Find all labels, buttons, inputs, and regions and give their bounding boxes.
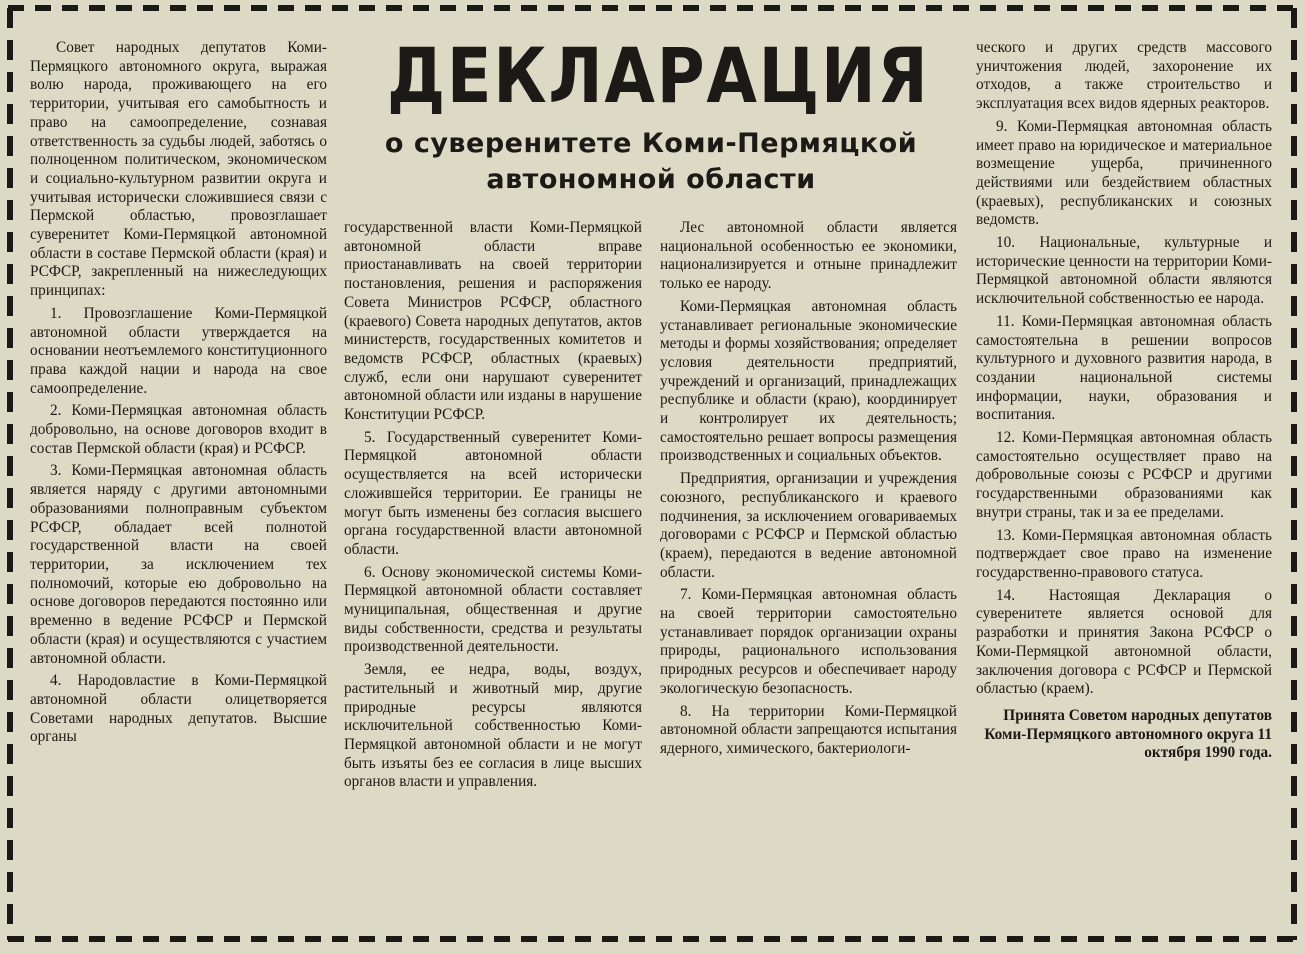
- text-column-3: [660, 219, 957, 763]
- frame-top-border: [8, 5, 1297, 11]
- text-column-4: [976, 39, 1272, 767]
- paragraph: 2. Коми-Пермяцкая автономная область добровольно, на основе договоров входит в состав Пермской области (края) и РСФСР.: [30, 402, 327, 457]
- headline-title: ДЕКЛАРАЦИЯ: [386, 31, 930, 120]
- text-column-1: [30, 39, 327, 751]
- paragraph: 4. Народовластие в Коми-Пермяцкой автономной области олицетворяется Советами народных депутатов. Высшие органы: [30, 672, 327, 746]
- paragraph: Совет народных депутатов Коми-Пермяцкого автономного округа, выражая волю народа, проживающего на его территории, учитывая его самобытность и право на самоопределение, сознавая ответственность за судьбы людей, заботясь о полноценном политическом, экономическом и социально-культурном развитии округа и учитывая исторически сложившиеся связи с Пермской областью, провозглашает суверенитет Коми-Пермяцкой автономной области в составе Пермской области (края) и РСФСР, закрепленный на нижеследующих принципах:: [30, 39, 327, 300]
- paragraph: Предприятия, организации и учреждения союзного, республиканского и краевого подчинения, за исключением оговариваемых договорами с РСФСР и Пермской областью (краем), передаются в ведение автономной области.: [660, 470, 957, 581]
- text-column-2: [344, 219, 642, 796]
- paragraph: 11. Коми-Пермяцкая автономная область самостоятельна в решении вопросов культурного и духовного развития народа, в создании национальной системы информации, науки, образования и воспитания.: [976, 312, 1272, 424]
- paragraph: Лес автономной области является национальной особенностью ее экономики, национализируется и отныне принадлежит только ее народу.: [660, 219, 957, 293]
- paragraph: 9. Коми-Пермяцкая автономная область имеет право на юридическое и материальное возмещение ущерба, причиненного действиями или бездействием областных (краевых), республиканских и союзных ведомств.: [976, 117, 1272, 229]
- paragraph: 13. Коми-Пермяцкая автономная область подтверждает свое право на изменение государственно-правового статуса.: [976, 526, 1272, 581]
- headline-subtitle-line2: автономной области: [486, 164, 816, 195]
- paragraph: Коми-Пермяцкая автономная область устанавливает региональные экономические методы и формы хозяйствования; определяет условия деятельности предприятий, учреждений и организаций, принадлежащих республике и области (краю), координирует и контролирует их деятельность; самостоятельно решает вопросы размещения производственных и социальных объектов.: [660, 297, 957, 465]
- paragraph: ческого и других средств массового уничтожения людей, захоронение их отходов, а также строительство и эксплуатация всех видов ядерных реакторов.: [976, 39, 1272, 113]
- signoff: Принята Советом народных депутатов Коми-Пермяцкого автономного округа 11 октября 1990 года.: [984, 706, 1272, 762]
- frame-bottom-border: [8, 936, 1297, 942]
- paragraph: Земля, ее недра, воды, воздух, растительный и животный мир, другие природные ресурсы являются исключительной собственностью Коми-Пермяцкой автономной области и не могут быть изъяты без ее согласия в лице высших органов власти и управления.: [344, 661, 642, 791]
- frame-right-border: [1291, 8, 1297, 940]
- paragraph: 10. Национальные, культурные и исторические ценности на территории Коми-Пермяцкой автономной области являются исключительной собственностью ее народа.: [976, 234, 1272, 308]
- paragraph: 7. Коми-Пермяцкая автономная область на своей территории самостоятельно устанавливает порядок организации охраны природы, рационального использования природных ресурсов и обеспечивает народу экологическую безопасность.: [660, 586, 957, 697]
- paragraph: 1. Провозглашение Коми-Пермяцкой автономной области утверждается на основании неотъемлемого конституционного права каждой нации и народа на свое самоопределение.: [30, 304, 327, 397]
- paragraph: государственной власти Коми-Пермяцкой автономной области вправе приостанавливать на своей территории постановления, решения и распоряжения Совета Министров РСФСР, областного (краевого) Совета народных депутатов, актов министерств, государственных комитетов и ведомств РСФСР, областных (краевых) служб, если они нарушают суверенитет автономной области или изданы в нарушение Конституции РСФСР.: [344, 219, 642, 424]
- paragraph: 5. Государственный суверенитет Коми-Пермяцкой автономной области осуществляется на всей исторически сложившейся территории. Ее границы не могут быть изменены без согласия высшего органа государственной власти автономной области.: [344, 428, 642, 558]
- paragraph: 6. Основу экономической системы Коми-Пермяцкой автономной области составляет муниципальная, общественная и другие виды собственности, средства и результаты производственной деятельности.: [344, 563, 642, 656]
- paragraph: 8. На территории Коми-Пермяцкой автономной области запрещаются испытания ядерного, химического, бактериологи-: [660, 702, 957, 757]
- paragraph: 3. Коми-Пермяцкая автономная область является наряду с другими автономными образованиями полноправным субъектом РСФСР, обладает всей полнотой государственной власти на своей территории, за исключением тех полномочий, которые ею добровольно на основе договоров передаются постоянно или временно в ведение РСФСР и Пермской области (края) и осуществляются с участием автономной области.: [30, 462, 327, 667]
- headline-subtitle-line1: о суверенитете Коми-Пермяцкой: [384, 128, 918, 159]
- frame-left-border: [7, 8, 13, 940]
- headline-block: [344, 32, 958, 198]
- paragraph: 14. Настоящая Декларация о суверенитете является основой для разработки и принятия Закона РСФСР о Коми-Пермяцкой автономной области, заключения договора с РСФСР и Пермской областью (краем).: [976, 586, 1272, 698]
- paragraph: 12. Коми-Пермяцкая автономная область самостоятельно осуществляет право на добровольные союзы с РСФСР и другими государственными образованиями как внутри страны, так и за ее пределами.: [976, 429, 1272, 521]
